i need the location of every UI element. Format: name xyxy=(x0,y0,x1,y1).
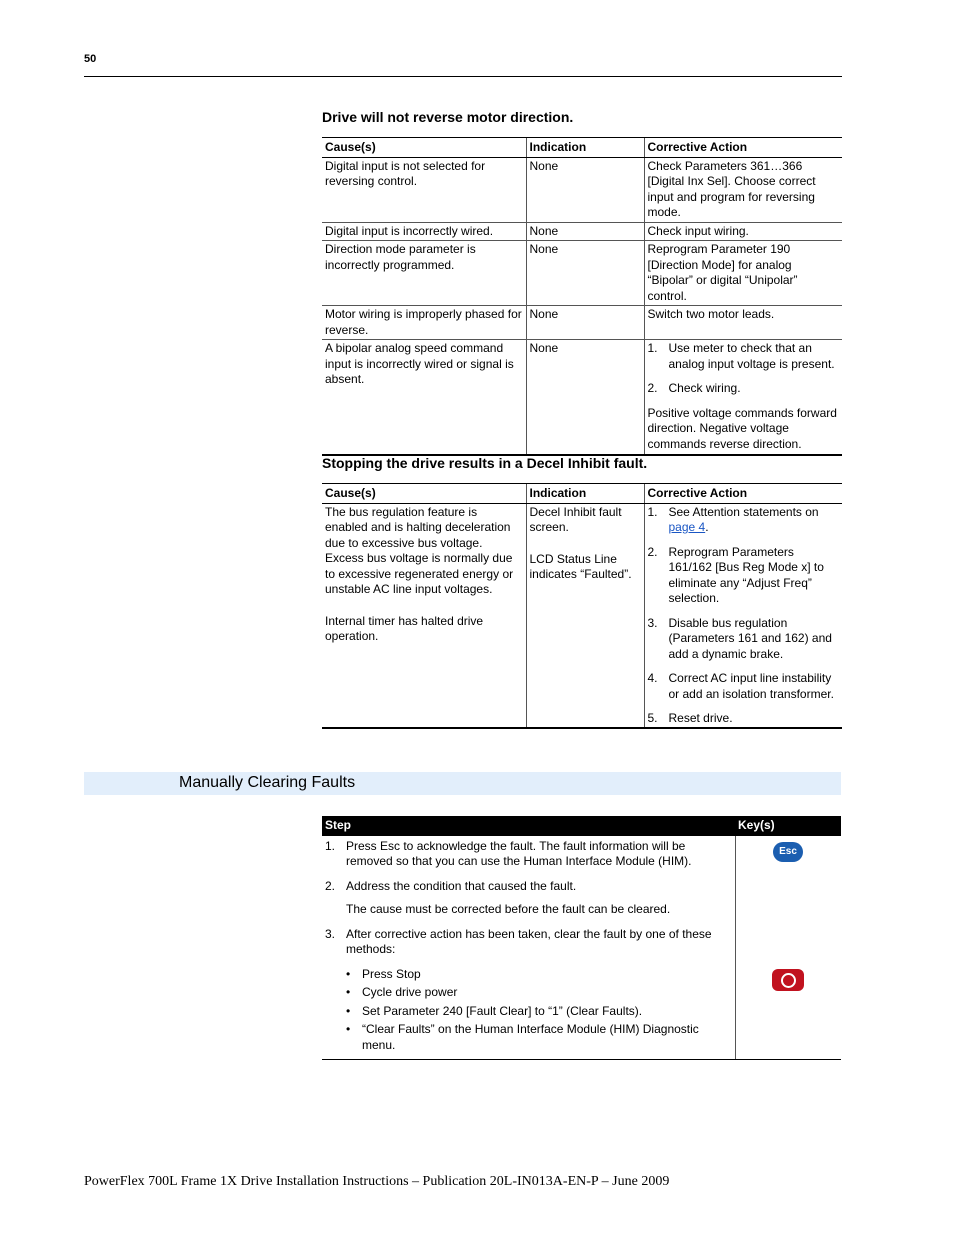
indication-cell: None xyxy=(526,340,644,456)
bullet-item xyxy=(325,1004,732,1020)
list-item xyxy=(648,671,840,702)
bullet-item xyxy=(325,1022,732,1053)
bullet: • xyxy=(346,1003,351,1018)
header-rule xyxy=(84,76,842,77)
table-row xyxy=(322,503,842,728)
list-text: After corrective action has been taken, clear the fault by one of these methods: xyxy=(346,926,712,956)
cause-cell: Direction mode parameter is incorrectly programmed. xyxy=(322,241,526,306)
bullet-text: Press Stop xyxy=(362,966,421,981)
table-row xyxy=(322,836,841,1060)
keys-cell xyxy=(735,836,841,1060)
cause-cell: A bipolar analog speed command input is incorrectly wired or signal is absent. xyxy=(322,340,526,456)
header-causes: Cause(s) xyxy=(322,138,526,158)
indication-cell: None xyxy=(526,306,644,340)
action-cell xyxy=(644,340,842,456)
list-text: Reprogram Parameters 161/162 [Bus Reg Mode x] to eliminate any “Adjust Freq” selection. xyxy=(668,544,824,605)
section-title-decel: Stopping the drive results in a Decel Inhibit fault. xyxy=(322,455,648,471)
table-row xyxy=(322,306,842,340)
bullet-text: Cycle drive power xyxy=(362,985,458,999)
list-item xyxy=(648,381,840,397)
step-note: The cause must be corrected before the fault can be cleared. xyxy=(346,902,671,916)
bullet: • xyxy=(346,1022,351,1036)
header-indication: Indication xyxy=(526,138,644,158)
list-number: 3. xyxy=(647,615,658,630)
list-number: 1. xyxy=(325,838,336,853)
header-corrective-action: Corrective Action xyxy=(644,484,842,504)
list-number: 1. xyxy=(647,504,658,519)
table-row xyxy=(322,340,842,456)
list-item xyxy=(648,545,840,607)
indication-cell xyxy=(526,503,644,728)
list-text: Disable bus regulation (Parameters 161 and 162) and add a dynamic brake. xyxy=(668,615,832,661)
action-cell: Check Parameters 361…366 [Digital Inx Sel]. Choose correct input and program for reversing mode. xyxy=(644,157,842,222)
reverse-table xyxy=(322,137,842,456)
header-keys: Key(s) xyxy=(735,816,841,836)
esc-key-icon: Esc xyxy=(773,842,803,862)
list-number: 3. xyxy=(325,926,336,941)
list-text: Correct AC input line instability or add an isolation transformer. xyxy=(668,671,834,701)
table-row xyxy=(322,222,842,241)
cause-text: The bus regulation feature is enabled and is halting deceleration due to excessive bus voltage. Excess bus voltage is normally due to excessive regenerated energy or unstable AC line input voltages. xyxy=(325,504,514,596)
indication-cell: None xyxy=(526,157,644,222)
cause-cell: Motor wiring is improperly phased for reverse. xyxy=(322,306,526,340)
stop-key-icon xyxy=(772,969,804,991)
action-note: Positive voltage commands forward direction. Negative voltage commands reverse direction. xyxy=(647,405,837,451)
list-text: Address the condition that caused the fault. xyxy=(346,878,577,893)
action-cell xyxy=(644,503,842,728)
table-row xyxy=(322,157,842,222)
header-indication: Indication xyxy=(526,484,644,504)
indication-text: LCD Status Line indicates “Faulted”. xyxy=(529,551,632,581)
action-cell: Reprogram Parameter 190 [Direction Mode] for analog “Bipolar” or digital “Unipolar” control. xyxy=(644,241,842,306)
header-causes: Cause(s) xyxy=(322,484,526,504)
action-cell: Check input wiring. xyxy=(644,222,842,241)
list-text-part: . xyxy=(705,520,709,534)
indication-text: Decel Inhibit fault screen. xyxy=(529,504,622,534)
list-item xyxy=(648,711,840,727)
bullet-text: “Clear Faults” on the Human Interface Module (HIM) Diagnostic menu. xyxy=(362,1022,699,1052)
decel-table xyxy=(322,483,842,729)
header-corrective-action: Corrective Action xyxy=(644,138,842,158)
list-number: 4. xyxy=(647,671,658,685)
list-item xyxy=(325,879,732,895)
indication-cell: None xyxy=(526,222,644,241)
cause-cell: Digital input is incorrectly wired. xyxy=(322,222,526,241)
section-title-reverse: Drive will not reverse motor direction. xyxy=(322,109,574,125)
steps-cell xyxy=(322,836,735,1060)
action-cell: Switch two motor leads. xyxy=(644,306,842,340)
cause-text: Internal timer has halted drive operation. xyxy=(325,613,484,643)
clear-faults-table xyxy=(322,816,841,1060)
header-step: Step xyxy=(322,816,735,836)
list-item xyxy=(325,839,732,870)
page-footer: PowerFlex 700L Frame 1X Drive Installation Instructions – Publication 20L-IN013A-EN-P – June 2009 xyxy=(84,1174,670,1189)
stop-ring-icon xyxy=(781,973,796,988)
bullet-text: Set Parameter 240 [Fault Clear] to “1” (Clear Faults). xyxy=(362,1003,643,1018)
bullet: • xyxy=(346,966,351,981)
list-text-part: See Attention statements on xyxy=(668,504,819,519)
page-number: 50 xyxy=(84,53,97,65)
list-number: 2. xyxy=(647,544,658,559)
list-number: 1. xyxy=(647,341,658,355)
list-text: Check wiring. xyxy=(668,381,741,395)
list-item xyxy=(648,616,840,663)
list-item xyxy=(648,505,840,536)
list-number: 2. xyxy=(325,878,336,893)
list-text xyxy=(669,505,840,536)
list-item xyxy=(648,341,840,372)
indication-cell: None xyxy=(526,241,644,306)
page-4-link[interactable]: page 4 xyxy=(668,520,706,534)
list-text: Use meter to check that an analog input voltage is present. xyxy=(668,341,835,371)
bullet-item xyxy=(325,985,732,1001)
list-number: 2. xyxy=(647,381,658,395)
manual-section-title: Manually Clearing Faults xyxy=(179,774,356,791)
cause-cell: Digital input is not selected for reversing control. xyxy=(322,157,526,222)
bullet-item xyxy=(325,967,732,983)
list-text: Press Esc to acknowledge the fault. The fault information will be removed so that you can use the Human Interface Module (HIM). xyxy=(346,838,692,868)
bullet: • xyxy=(346,985,351,999)
list-text: Reset drive. xyxy=(668,711,733,725)
cause-cell xyxy=(322,503,526,728)
table-row xyxy=(322,241,842,306)
list-number: 5. xyxy=(647,711,658,725)
list-item xyxy=(325,927,732,958)
